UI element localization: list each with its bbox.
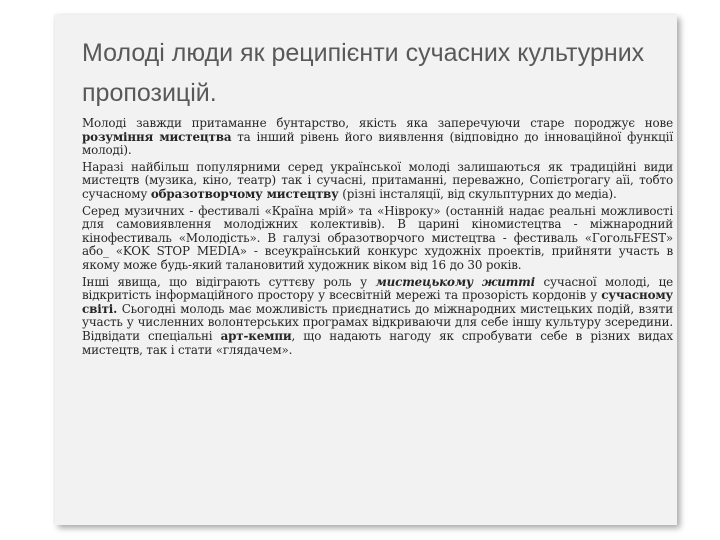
- bold-text-run: образотворчому мистецтву: [150, 186, 339, 201]
- paragraph-1: [82, 117, 673, 158]
- paragraph-2: [82, 161, 673, 202]
- bold-text-run: розуміння мистецтва: [82, 129, 232, 144]
- bold-italic-text-run: [375, 275, 535, 289]
- bold-text-run: сучасному світі.: [82, 288, 673, 316]
- text-run: , що надають нагоду як спробувати себе в різних видах мистецтв, так і стати «глядачем».: [82, 328, 673, 357]
- text-run: Інші явища, що відіграють суттєву роль у: [82, 274, 376, 289]
- text-run: (різні інсталяції, від скульптурних до медіа).: [338, 186, 617, 201]
- text-run: Серед музичних - фестивалі «Країна мрій» та «Нівроку» (останній надає реальні можливості для самовиявлення молодіжних колективів). В царині кіномистецтва - міжнародний кінофестиваль «Молодість». В галузі образотворчого мистецтва - фестиваль «ГогольFEST» або_ «KOK STOP MEDIA» - всеукраїнський конкурс художніх проектів, прийняти участь в якому може будь-який талановитий художник віком від 16 до 30 років.: [82, 203, 673, 272]
- paragraph-4: [82, 276, 673, 358]
- italic-text: мистецькому житті: [375, 274, 535, 289]
- text-run: та інший рівень його виявлення (відповідно до інноваційної функції молоді).: [82, 129, 673, 158]
- text-run: Молоді завжди притаманне бунтарство, якість яка заперечуючи старе породжує нове: [82, 116, 673, 130]
- slide-title: Молоді люди як реципієнти сучасних культурних пропозицій.: [82, 39, 645, 107]
- text-run: сучасної молоді, це відкритість інформаційного простору у всесвітній мережі та прозорість кордонів у: [82, 274, 673, 303]
- paragraph-3: [82, 205, 673, 273]
- bold-text-run: арт-кемпи: [220, 328, 292, 343]
- text-run: Наразі найбільш популярними серед української молоді залишаються як традиційні види мистецтв (музика, кіно, театр) так і сучасні, притаманні, переважно, Сопієтрогагу аїі, тобто сучасному: [82, 159, 673, 201]
- text-run: Сьогодні молодь має можливість приєднатись до міжнародних мистецьких подій, взяти участь у численних волонтерських програмах відкриваючи для себе іншу культуру зсередини. Відвідати спеціальні: [82, 301, 673, 343]
- slide-body: [82, 117, 673, 360]
